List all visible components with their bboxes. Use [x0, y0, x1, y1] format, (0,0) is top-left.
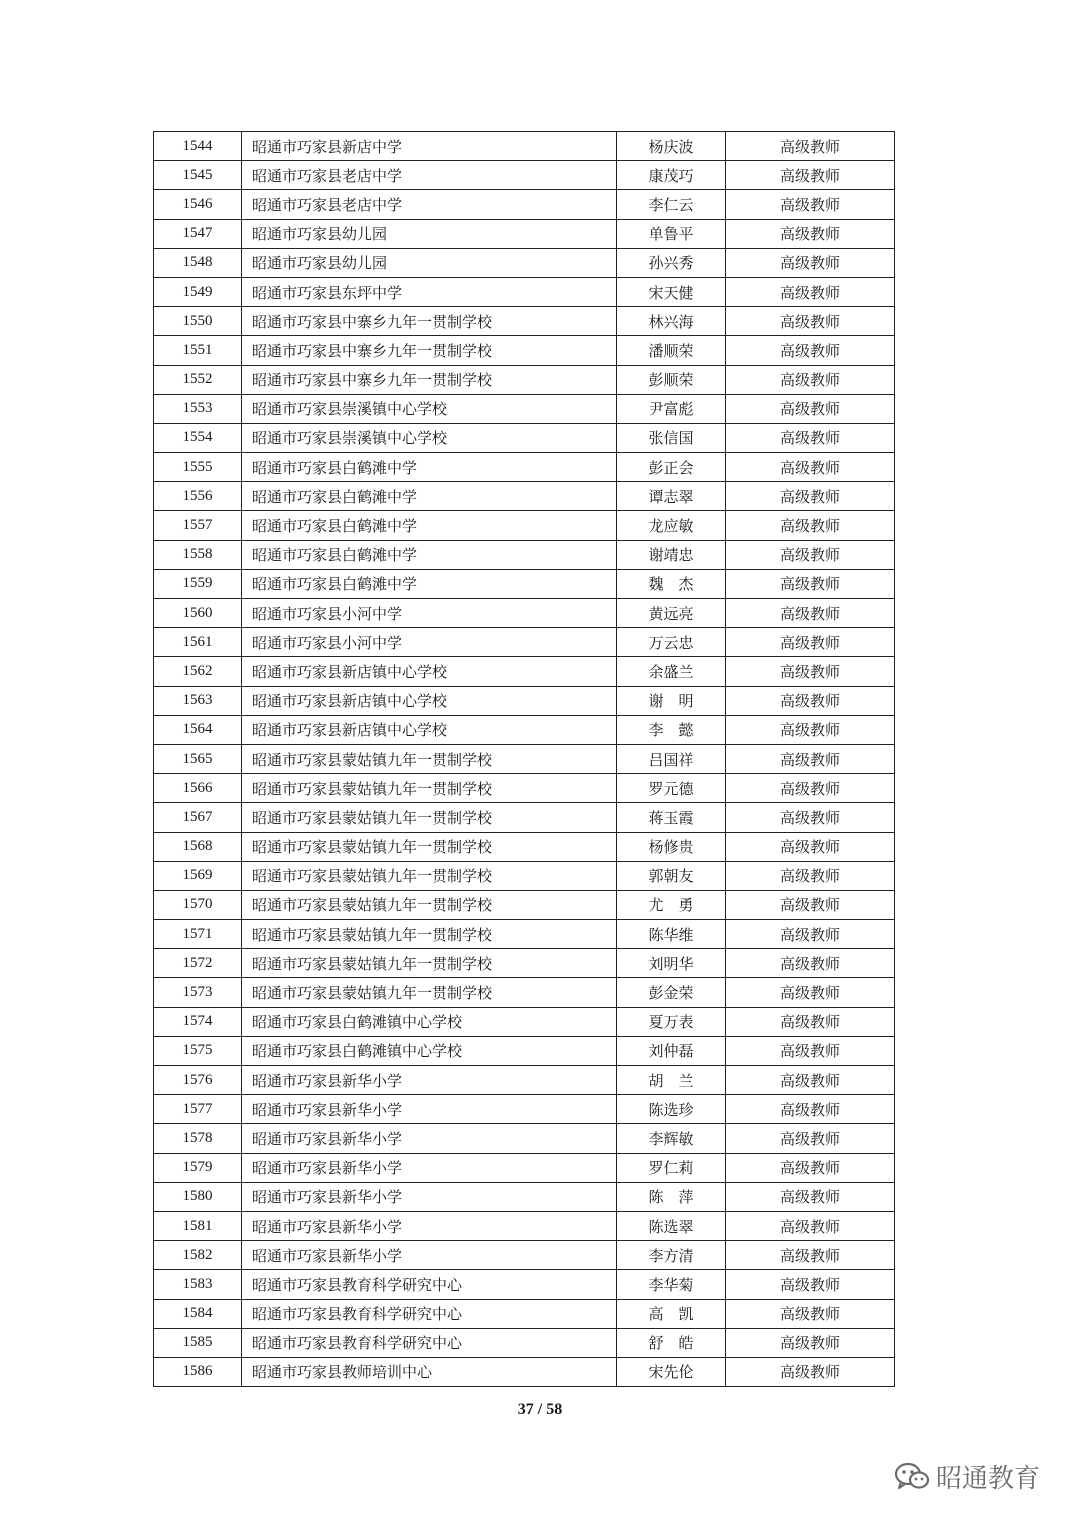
- teacher-title: 高级教师: [726, 1007, 895, 1036]
- table-row: [154, 861, 895, 890]
- row-number: 1551: [154, 336, 242, 365]
- school-name: 昭通市巧家县蒙姑镇九年一贯制学校: [242, 949, 617, 978]
- teacher-title: 高级教师: [726, 774, 895, 803]
- school-name: 昭通市巧家县新华小学: [242, 1241, 617, 1270]
- row-number: 1570: [154, 890, 242, 919]
- table-row: [154, 394, 895, 423]
- school-name: 昭通市巧家县白鹤滩中学: [242, 511, 617, 540]
- table-row: [154, 832, 895, 861]
- teacher-name: 刘明华: [617, 949, 726, 978]
- teacher-title: 高级教师: [726, 1036, 895, 1065]
- school-name: 昭通市巧家县东坪中学: [242, 277, 617, 306]
- row-number: 1568: [154, 832, 242, 861]
- row-number: 1561: [154, 628, 242, 657]
- teacher-name: 龙应敏: [617, 511, 726, 540]
- teacher-title: 高级教师: [726, 190, 895, 219]
- teacher-title: 高级教师: [726, 920, 895, 949]
- row-number: 1552: [154, 365, 242, 394]
- table-row: [154, 365, 895, 394]
- school-name: 昭通市巧家县新华小学: [242, 1095, 617, 1124]
- school-name: 昭通市巧家县中寨乡九年一贯制学校: [242, 365, 617, 394]
- row-number: 1554: [154, 423, 242, 452]
- row-number: 1581: [154, 1211, 242, 1240]
- school-name: 昭通市巧家县蒙姑镇九年一贯制学校: [242, 978, 617, 1007]
- row-number: 1544: [154, 132, 242, 161]
- row-number: 1562: [154, 657, 242, 686]
- row-number: 1549: [154, 277, 242, 306]
- teacher-title: 高级教师: [726, 1241, 895, 1270]
- teacher-title: 高级教师: [726, 1211, 895, 1240]
- teacher-name: 黄远亮: [617, 599, 726, 628]
- row-number: 1586: [154, 1357, 242, 1386]
- teacher-name: 张信国: [617, 423, 726, 452]
- table-row: [154, 774, 895, 803]
- table-row: [154, 1095, 895, 1124]
- teacher-name: 李仁云: [617, 190, 726, 219]
- teacher-name: 魏 杰: [617, 569, 726, 598]
- table-row: [154, 920, 895, 949]
- table-row: [154, 657, 895, 686]
- table-row: [154, 1241, 895, 1270]
- school-name: 昭通市巧家县蒙姑镇九年一贯制学校: [242, 920, 617, 949]
- table-row: [154, 482, 895, 511]
- table-row: [154, 219, 895, 248]
- school-name: 昭通市巧家县白鹤滩镇中心学校: [242, 1007, 617, 1036]
- teacher-name: 舒 皓: [617, 1328, 726, 1357]
- teacher-title: 高级教师: [726, 336, 895, 365]
- school-name: 昭通市巧家县蒙姑镇九年一贯制学校: [242, 774, 617, 803]
- teacher-name: 余盛兰: [617, 657, 726, 686]
- teacher-title: 高级教师: [726, 1270, 895, 1299]
- school-name: 昭通市巧家县新店镇中心学校: [242, 686, 617, 715]
- teacher-title: 高级教师: [726, 1153, 895, 1182]
- teacher-title: 高级教师: [726, 511, 895, 540]
- teacher-name: 罗仁莉: [617, 1153, 726, 1182]
- row-number: 1580: [154, 1182, 242, 1211]
- school-name: 昭通市巧家县白鹤滩中学: [242, 569, 617, 598]
- teacher-title: 高级教师: [726, 657, 895, 686]
- teacher-name: 李方清: [617, 1241, 726, 1270]
- teacher-name: 陈选珍: [617, 1095, 726, 1124]
- teacher-title: 高级教师: [726, 365, 895, 394]
- table-row: [154, 628, 895, 657]
- teacher-name: 谢 明: [617, 686, 726, 715]
- table-row: [154, 248, 895, 277]
- table-row: [154, 161, 895, 190]
- teacher-name: 刘仲磊: [617, 1036, 726, 1065]
- table-row: [154, 307, 895, 336]
- row-number: 1550: [154, 307, 242, 336]
- school-name: 昭通市巧家县幼儿园: [242, 248, 617, 277]
- row-number: 1566: [154, 774, 242, 803]
- school-name: 昭通市巧家县教育科学研究中心: [242, 1299, 617, 1328]
- table-row: [154, 540, 895, 569]
- teacher-name: 胡 兰: [617, 1066, 726, 1095]
- watermark-text: 昭通教育: [935, 1464, 1040, 1494]
- row-number: 1584: [154, 1299, 242, 1328]
- teacher-title: 高级教师: [726, 1095, 895, 1124]
- teacher-name: 孙兴秀: [617, 248, 726, 277]
- table-row: [154, 132, 895, 161]
- school-name: 昭通市巧家县小河中学: [242, 628, 617, 657]
- row-number: 1574: [154, 1007, 242, 1036]
- row-number: 1575: [154, 1036, 242, 1065]
- table-row: [154, 336, 895, 365]
- teacher-title: 高级教师: [726, 277, 895, 306]
- teacher-title: 高级教师: [726, 1182, 895, 1211]
- table-row: [154, 1182, 895, 1211]
- school-name: 昭通市巧家县新华小学: [242, 1124, 617, 1153]
- teacher-name: 彭正会: [617, 453, 726, 482]
- school-name: 昭通市巧家县新华小学: [242, 1066, 617, 1095]
- table-row: [154, 453, 895, 482]
- row-number: 1576: [154, 1066, 242, 1095]
- table-row: [154, 1007, 895, 1036]
- teacher-name: 吕国祥: [617, 744, 726, 773]
- row-number: 1571: [154, 920, 242, 949]
- teacher-title: 高级教师: [726, 1066, 895, 1095]
- table-body: [154, 132, 895, 1387]
- school-name: 昭通市巧家县新华小学: [242, 1153, 617, 1182]
- teacher-name: 宋天健: [617, 277, 726, 306]
- school-name: 昭通市巧家县崇溪镇中心学校: [242, 423, 617, 452]
- table-row: [154, 1124, 895, 1153]
- school-name: 昭通市巧家县中寨乡九年一贯制学校: [242, 307, 617, 336]
- teacher-title: 高级教师: [726, 423, 895, 452]
- school-name: 昭通市巧家县蒙姑镇九年一贯制学校: [242, 861, 617, 890]
- table-row: [154, 1036, 895, 1065]
- row-number: 1583: [154, 1270, 242, 1299]
- teacher-title: 高级教师: [726, 394, 895, 423]
- teacher-title: 高级教师: [726, 1328, 895, 1357]
- school-name: 昭通市巧家县新华小学: [242, 1211, 617, 1240]
- table-row: [154, 1328, 895, 1357]
- table-row: [154, 1153, 895, 1182]
- teacher-title: 高级教师: [726, 1299, 895, 1328]
- teacher-title: 高级教师: [726, 219, 895, 248]
- teacher-title: 高级教师: [726, 482, 895, 511]
- row-number: 1577: [154, 1095, 242, 1124]
- teacher-name: 李辉敏: [617, 1124, 726, 1153]
- teacher-title: 高级教师: [726, 307, 895, 336]
- teacher-title: 高级教师: [726, 540, 895, 569]
- teacher-name: 彭金荣: [617, 978, 726, 1007]
- school-name: 昭通市巧家县教育科学研究中心: [242, 1328, 617, 1357]
- school-name: 昭通市巧家县幼儿园: [242, 219, 617, 248]
- teacher-title: 高级教师: [726, 949, 895, 978]
- teacher-title: 高级教师: [726, 715, 895, 744]
- row-number: 1555: [154, 453, 242, 482]
- school-name: 昭通市巧家县白鹤滩镇中心学校: [242, 1036, 617, 1065]
- teacher-title: 高级教师: [726, 686, 895, 715]
- school-name: 昭通市巧家县教育科学研究中心: [242, 1270, 617, 1299]
- school-name: 昭通市巧家县中寨乡九年一贯制学校: [242, 336, 617, 365]
- row-number: 1569: [154, 861, 242, 890]
- teacher-name: 宋先伦: [617, 1357, 726, 1386]
- school-name: 昭通市巧家县新华小学: [242, 1182, 617, 1211]
- teacher-title: 高级教师: [726, 890, 895, 919]
- row-number: 1567: [154, 803, 242, 832]
- school-name: 昭通市巧家县蒙姑镇九年一贯制学校: [242, 803, 617, 832]
- table-row: [154, 978, 895, 1007]
- teacher-name: 杨修贵: [617, 832, 726, 861]
- school-name: 昭通市巧家县蒙姑镇九年一贯制学校: [242, 832, 617, 861]
- row-number: 1560: [154, 599, 242, 628]
- teacher-title: 高级教师: [726, 1357, 895, 1386]
- teacher-list-table: [153, 131, 895, 1387]
- row-number: 1578: [154, 1124, 242, 1153]
- teacher-name: 尹富彪: [617, 394, 726, 423]
- wechat-icon: [894, 1462, 930, 1492]
- teacher-title: 高级教师: [726, 978, 895, 1007]
- teacher-title: 高级教师: [726, 599, 895, 628]
- table-row: [154, 1357, 895, 1386]
- teacher-name: 李华菊: [617, 1270, 726, 1299]
- teacher-name: 谭志翠: [617, 482, 726, 511]
- row-number: 1547: [154, 219, 242, 248]
- row-number: 1559: [154, 569, 242, 598]
- table-row: [154, 277, 895, 306]
- teacher-name: 单鲁平: [617, 219, 726, 248]
- teacher-name: 陈华维: [617, 920, 726, 949]
- table-row: [154, 949, 895, 978]
- teacher-name: 尤 勇: [617, 890, 726, 919]
- row-number: 1565: [154, 744, 242, 773]
- table-row: [154, 744, 895, 773]
- row-number: 1563: [154, 686, 242, 715]
- row-number: 1545: [154, 161, 242, 190]
- table-row: [154, 1066, 895, 1095]
- teacher-name: 杨庆波: [617, 132, 726, 161]
- teacher-name: 潘顺荣: [617, 336, 726, 365]
- teacher-name: 高 凯: [617, 1299, 726, 1328]
- teacher-title: 高级教师: [726, 832, 895, 861]
- table-row: [154, 569, 895, 598]
- school-name: 昭通市巧家县新店中学: [242, 132, 617, 161]
- table-row: [154, 686, 895, 715]
- table-row: [154, 599, 895, 628]
- school-name: 昭通市巧家县白鹤滩中学: [242, 482, 617, 511]
- teacher-title: 高级教师: [726, 803, 895, 832]
- table-row: [154, 715, 895, 744]
- teacher-title: 高级教师: [726, 453, 895, 482]
- table-row: [154, 890, 895, 919]
- page-number: 37 / 58: [517, 1401, 563, 1418]
- teacher-name: 万云忠: [617, 628, 726, 657]
- row-number: 1582: [154, 1241, 242, 1270]
- teacher-title: 高级教师: [726, 248, 895, 277]
- teacher-name: 陈选翠: [617, 1211, 726, 1240]
- table-row: [154, 803, 895, 832]
- watermark: [894, 1458, 1040, 1495]
- teacher-title: 高级教师: [726, 161, 895, 190]
- row-number: 1585: [154, 1328, 242, 1357]
- row-number: 1564: [154, 715, 242, 744]
- teacher-title: 高级教师: [726, 744, 895, 773]
- table-row: [154, 1299, 895, 1328]
- teacher-name: 林兴海: [617, 307, 726, 336]
- school-name: 昭通市巧家县蒙姑镇九年一贯制学校: [242, 890, 617, 919]
- school-name: 昭通市巧家县教师培训中心: [242, 1357, 617, 1386]
- teacher-name: 郭朝友: [617, 861, 726, 890]
- teacher-name: 李 懿: [617, 715, 726, 744]
- school-name: 昭通市巧家县白鹤滩中学: [242, 453, 617, 482]
- teacher-name: 康茂巧: [617, 161, 726, 190]
- school-name: 昭通市巧家县老店中学: [242, 161, 617, 190]
- table-row: [154, 1211, 895, 1240]
- school-name: 昭通市巧家县白鹤滩中学: [242, 540, 617, 569]
- teacher-name: 谢靖忠: [617, 540, 726, 569]
- school-name: 昭通市巧家县新店镇中心学校: [242, 657, 617, 686]
- table-row: [154, 511, 895, 540]
- row-number: 1579: [154, 1153, 242, 1182]
- row-number: 1558: [154, 540, 242, 569]
- school-name: 昭通市巧家县崇溪镇中心学校: [242, 394, 617, 423]
- row-number: 1553: [154, 394, 242, 423]
- row-number: 1548: [154, 248, 242, 277]
- table-row: [154, 190, 895, 219]
- row-number: 1556: [154, 482, 242, 511]
- teacher-title: 高级教师: [726, 628, 895, 657]
- row-number: 1557: [154, 511, 242, 540]
- school-name: 昭通市巧家县小河中学: [242, 599, 617, 628]
- teacher-name: 彭顺荣: [617, 365, 726, 394]
- teacher-title: 高级教师: [726, 861, 895, 890]
- row-number: 1572: [154, 949, 242, 978]
- teacher-title: 高级教师: [726, 569, 895, 598]
- row-number: 1546: [154, 190, 242, 219]
- school-name: 昭通市巧家县新店镇中心学校: [242, 715, 617, 744]
- table-row: [154, 423, 895, 452]
- teacher-name: 蒋玉霞: [617, 803, 726, 832]
- school-name: 昭通市巧家县老店中学: [242, 190, 617, 219]
- teacher-name: 陈 萍: [617, 1182, 726, 1211]
- school-name: 昭通市巧家县蒙姑镇九年一贯制学校: [242, 744, 617, 773]
- teacher-name: 夏万表: [617, 1007, 726, 1036]
- teacher-title: 高级教师: [726, 132, 895, 161]
- row-number: 1573: [154, 978, 242, 1007]
- teacher-title: 高级教师: [726, 1124, 895, 1153]
- table-row: [154, 1270, 895, 1299]
- teacher-name: 罗元德: [617, 774, 726, 803]
